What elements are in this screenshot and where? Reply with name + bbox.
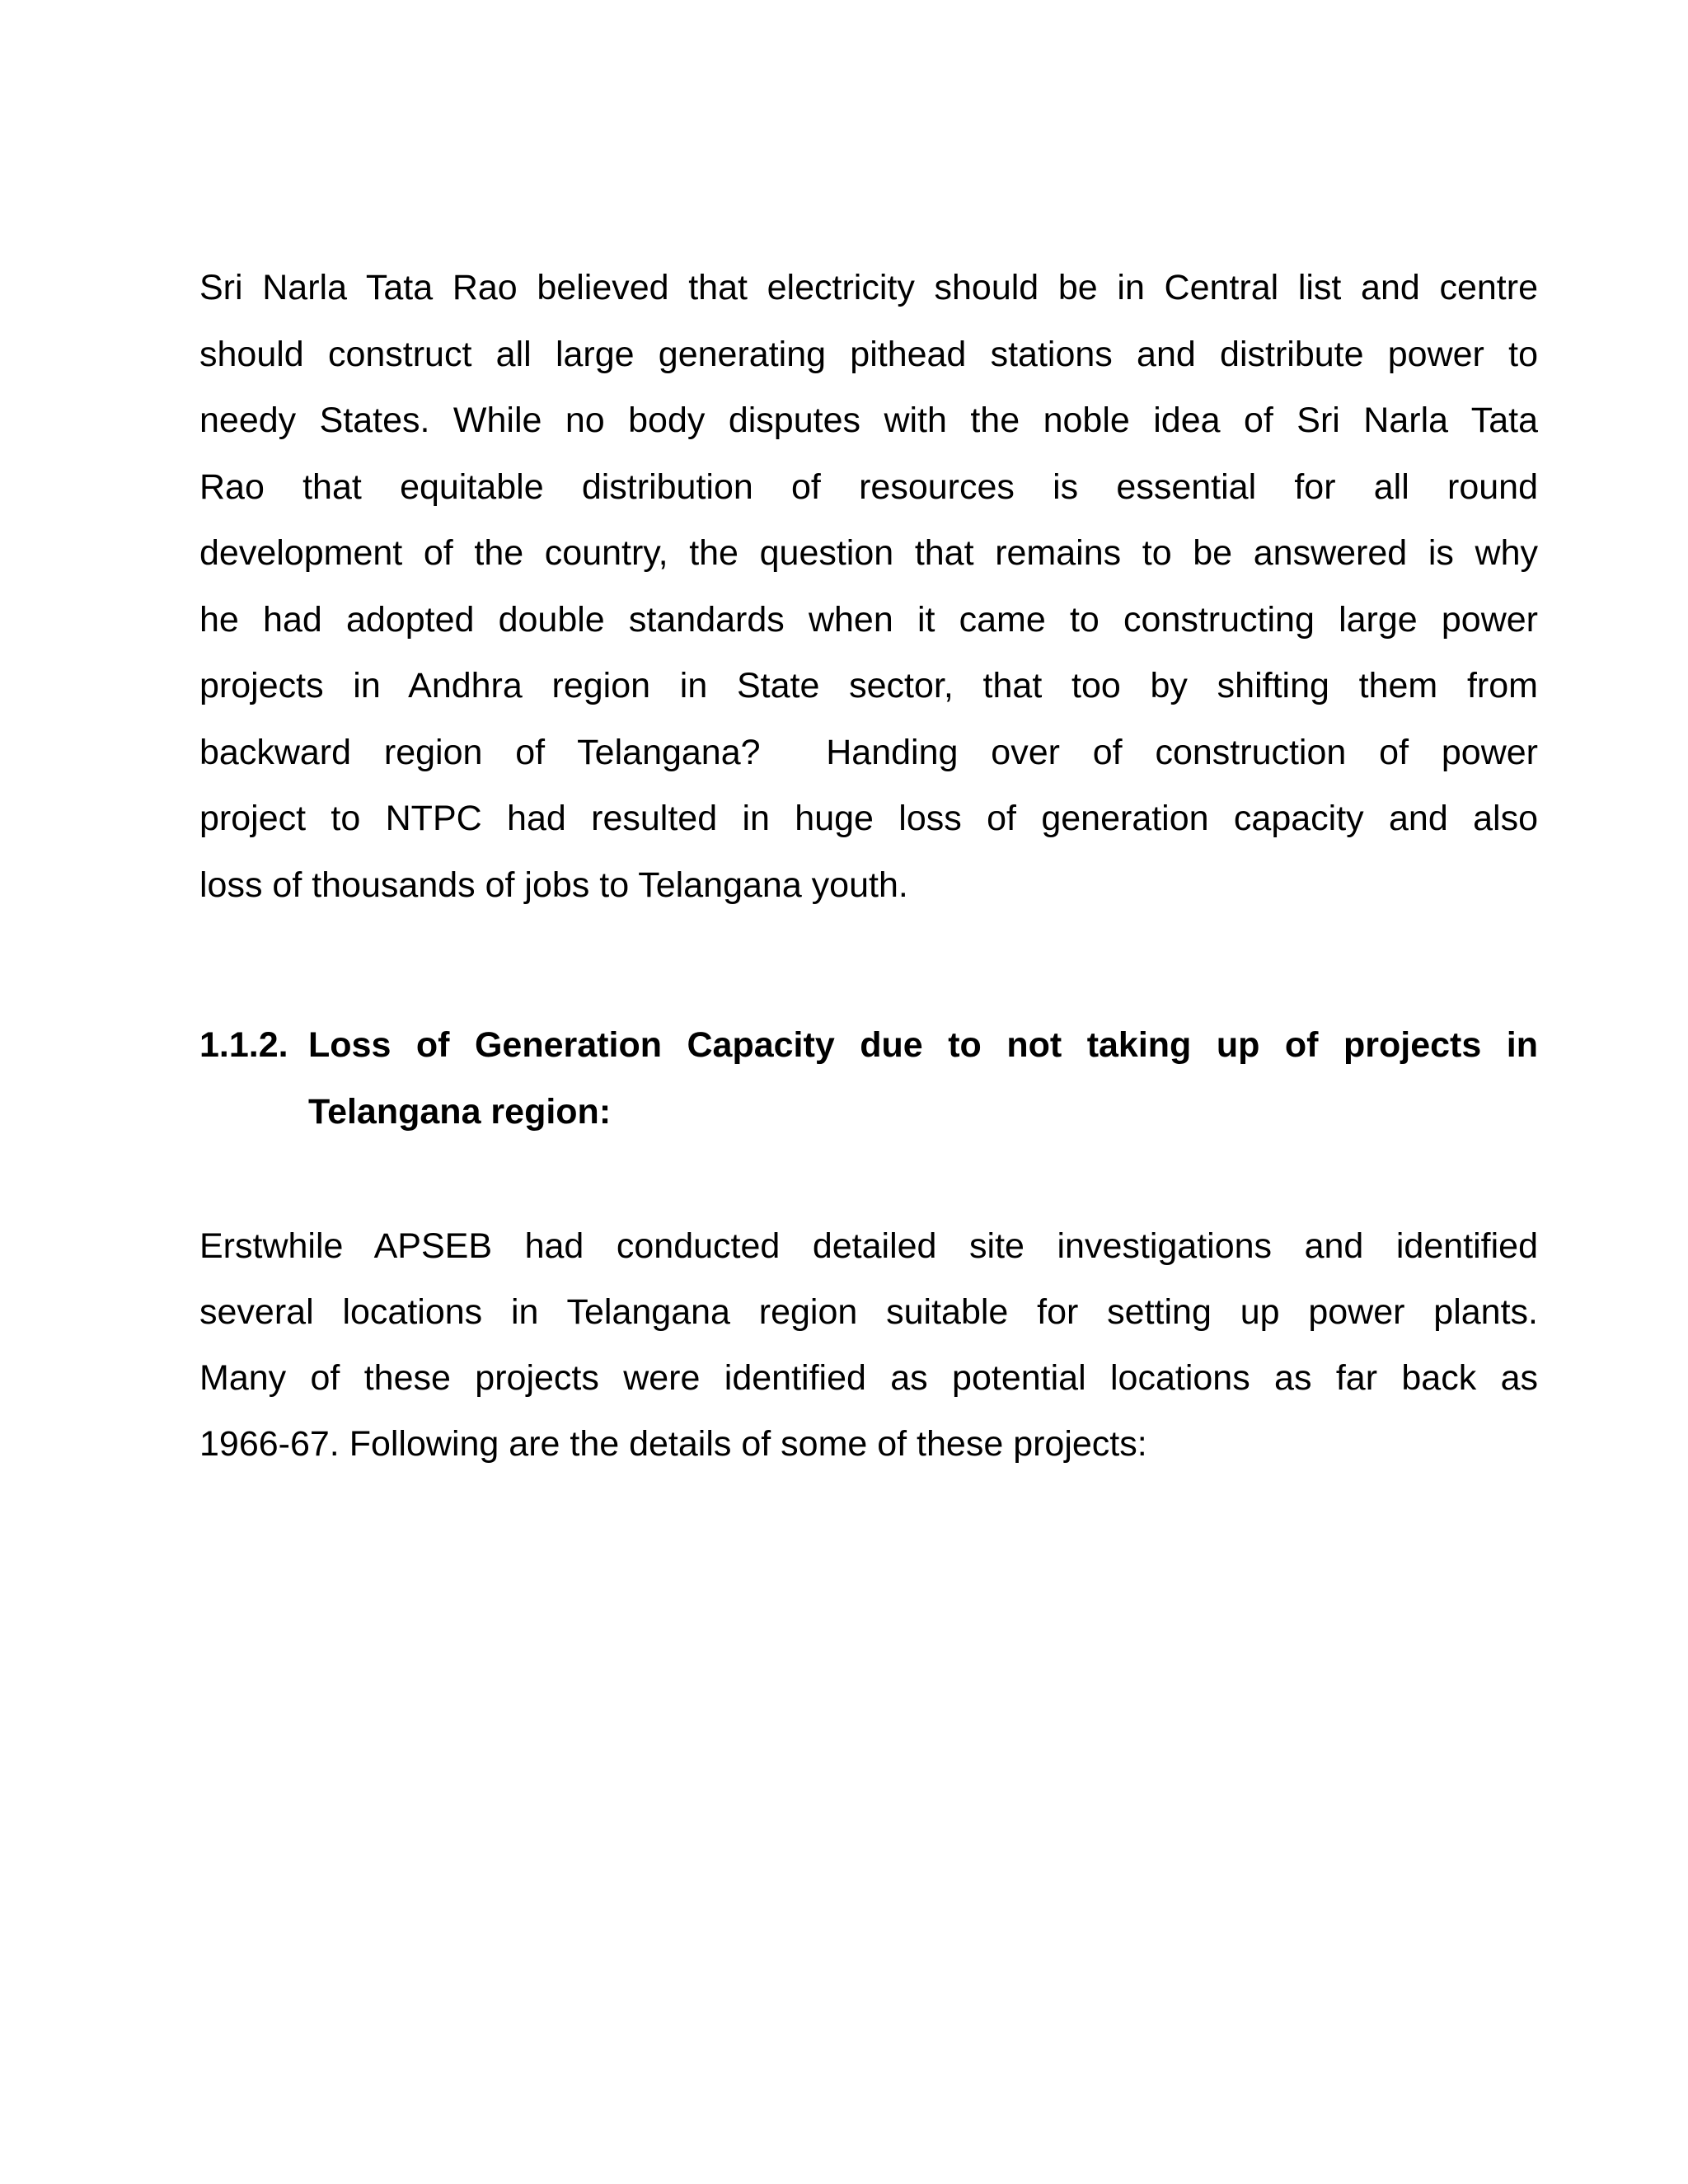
paragraph-apseb-investigations	[199, 1213, 1538, 1477]
text-line: Sri Narla Tata Rao believed that electricity should be in Central list and centre	[199, 268, 1538, 307]
heading-line: Telangana region:	[308, 1092, 612, 1132]
text-line: should construct all large generating pithead stations and distribute power to	[199, 334, 1538, 374]
text-line: project to NTPC had resulted in huge loss of generation capacity and also	[199, 799, 1538, 838]
text-line: loss of thousands of jobs to Telangana youth.	[199, 865, 908, 905]
section-number: 1.1.2.	[199, 1025, 288, 1065]
text-line: projects in Andhra region in State sector, that too by shifting them from	[199, 666, 1538, 705]
text-line: he had adopted double standards when it came to constructing large power	[199, 599, 1538, 640]
text-line: Rao that equitable distribution of resources is essential for all round	[199, 466, 1538, 507]
heading-line: Loss of Generation Capacity due to not taking up of projects in	[308, 1025, 1538, 1065]
text-line: Erstwhile APSEB had conducted detailed site investigations and identified	[199, 1226, 1538, 1266]
text-line: needy States. While no body disputes with the noble idea of Sri Narla Tata	[199, 401, 1538, 440]
text-line: Many of these projects were identified as potential locations as far back as	[199, 1358, 1538, 1398]
section-title	[308, 1012, 1538, 1146]
text-line: backward region of Telangana? Handing over of construction of power	[199, 732, 1538, 772]
section-heading	[199, 1012, 1538, 1146]
text-line: 1966-67. Following are the details of some of these projects:	[199, 1424, 1147, 1464]
paragraph-narla-tata-rao	[199, 255, 1538, 918]
text-line: development of the country, the question that remains to be answered is why	[199, 533, 1538, 573]
text-line: several locations in Telangana region suitable for setting up power plants.	[199, 1292, 1538, 1332]
